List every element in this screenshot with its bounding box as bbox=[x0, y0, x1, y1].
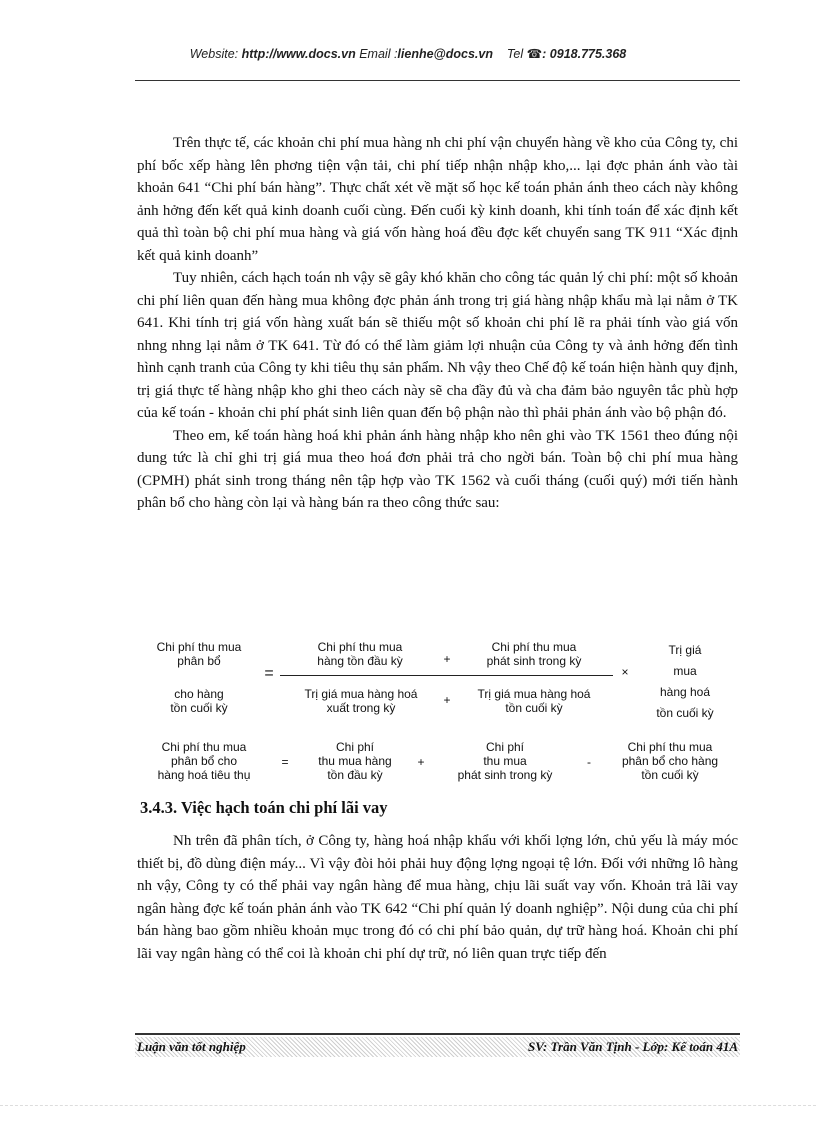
formula1-denominator-plus: + bbox=[443, 693, 451, 707]
intro-text bbox=[137, 132, 738, 515]
formula2-lhs: Chi phí thu mua phân bổ cho hàng hoá tiêu thụ bbox=[157, 740, 251, 782]
page-footer bbox=[135, 1037, 740, 1057]
paragraph: Nh trên đã phân tích, ở Công ty, hàng hoá nhập khẩu với khối lợng lớn, chủ yếu là máy móc thiết bị, đồ dùng điện máy... Vì vậy đòi hỏi phải huy động lợng ngoại tệ lớn. Đối với những lô hàng nh vậy, Công ty có thể phải vay ngân hàng để mua hàng, chịu lãi suất vay vốn. Khoản trả lãi vay ngân hàng đợc kế toán phản ánh vào TK 642 “Chi phí quản lý doanh nghiệp”. Nội dung của chi phí bán hàng bao gồm nhiều khoản mục trong đó có chi phí bảo quản, dự trữ hàng hoá. Khoản chi phí lãi vay ngân hàng có thể coi là khoản chi phí dự trữ, nó liên quan trực tiếp đến bbox=[137, 833, 738, 962]
paragraph: Theo em, kế toán hàng hoá khi phản ánh hàng nhập kho nên ghi vào TK 1561 theo đúng nội dung tức là chỉ ghi trị giá mua theo hoá đơn phải trả cho ngời bán. Toàn bộ chi phí mua hàng (CPMH) phát sinh trong tháng nên tập hợp vào TK 1562 và cuối tháng (cuối quý) mới tiến hành phân bổ cho hàng còn lại và hàng bán ra theo công thức sau: bbox=[137, 427, 738, 511]
tel-number: : 0918.775.368 bbox=[542, 47, 627, 61]
formula1-lhs-bottom: cho hàng tồn cuối kỳ bbox=[170, 687, 228, 715]
formula2-term-b: Chi phí thu mua phát sinh trong kỳ bbox=[457, 740, 553, 782]
formula1-lhs-top: Chi phí thu mua phân bổ bbox=[156, 640, 242, 668]
footer-right: SV: Trần Văn Tịnh - Lớp: Kế toán 41A bbox=[528, 1039, 738, 1054]
formula1-equals: = bbox=[264, 665, 274, 682]
page-edge bbox=[0, 1105, 816, 1106]
footer-left: Luận văn tốt nghiệp bbox=[137, 1039, 246, 1054]
email-label: Email : bbox=[359, 47, 398, 61]
formula1-numerator-b: Chi phí thu mua phát sinh trong kỳ bbox=[486, 640, 582, 668]
tel-label: Tel bbox=[506, 47, 524, 61]
formula2-term-a: Chi phí thu mua hàng tồn đầu kỳ bbox=[318, 740, 392, 782]
formula2-plus: + bbox=[417, 755, 425, 769]
formula1-rhs: Trị giá mua hàng hoá tồn cuối kỳ bbox=[656, 643, 714, 720]
formula1-fraction-bar bbox=[280, 675, 613, 676]
formula2-equals: = bbox=[281, 755, 289, 769]
formula1-numerator-plus: + bbox=[443, 652, 451, 666]
formula1-numerator-a: Chi phí thu mua hàng tồn đầu kỳ bbox=[317, 640, 403, 668]
footer-divider bbox=[135, 1033, 740, 1035]
phone-icon: ☎ bbox=[526, 47, 543, 61]
section-heading: 3.4.3. Việc hạch toán chi phí lãi vay bbox=[140, 798, 388, 817]
section-text bbox=[137, 830, 738, 965]
paragraph: Tuy nhiên, cách hạch toán nh vậy sẽ gây khó khăn cho công tác quản lý chi phí: một số khoản chi phí liên quan đến hàng mua không đợc phản ánh trong trị giá hàng nhập khẩu mà lại nằm ở TK 641. Khi tính trị giá vốn hàng xuất bán sẽ thiếu một số khoản chi phí lẽ ra phải tính vào giá vốn nhng nhng lại nằm ở TK 641. Từ đó có thể làm giảm lợi nhuận của Công ty và ảnh hởng đến tình hình cạnh tranh của Công ty khi tiêu thụ sản phẩm. Nh vậy theo Chế độ kế toán hiện hành quy định, trị giá thực tế hàng nhập kho ghi theo cách này sẽ cha đầy đủ và cha đảm bảo nguyên tắc phù hợp của kế toán - khoản chi phí phát sinh liên quan đến bộ phận nào thì phải phản ánh vào bộ phận đó. bbox=[137, 270, 738, 421]
formula1-denominator-b: Trị giá mua hàng hoá tồn cuối kỳ bbox=[477, 687, 591, 715]
email-link[interactable]: lienhe@docs.vn bbox=[397, 47, 493, 61]
formula1-times: × bbox=[621, 665, 629, 679]
formula1-denominator-a: Trị giá mua hàng hoá xuất trong kỳ bbox=[304, 687, 418, 715]
formula2-minus: - bbox=[587, 755, 591, 769]
header-divider bbox=[135, 80, 740, 81]
website-label: Website: bbox=[189, 47, 239, 61]
paragraph: Trên thực tế, các khoản chi phí mua hàng nh chi phí vận chuyển hàng về kho của Công ty, chi phí bốc xếp hàng lên phơng tiện vận tải, chi phí tiếp nhận nhập kho,... lại đợc phản ánh vào tài khoản 641 “Chi phí bán hàng”. Thực chất xét về mặt số học kế toán phản ánh theo cách này không ảnh hởng đến kết quả kinh doanh cuối cùng. Đến cuối kỳ kinh doanh, khi tính toán để xác định kết quả thì toàn bộ chi phí mua hàng và giá vốn hàng hoá đều đợc kết chuyển sang TK 911 “Xác định kết quả kinh doanh” bbox=[137, 135, 738, 264]
website-link[interactable]: http://www.docs.vn bbox=[241, 47, 356, 61]
page-header bbox=[0, 46, 816, 61]
formula2-term-c: Chi phí thu mua phân bổ cho hàng tồn cuối kỳ bbox=[621, 740, 719, 782]
